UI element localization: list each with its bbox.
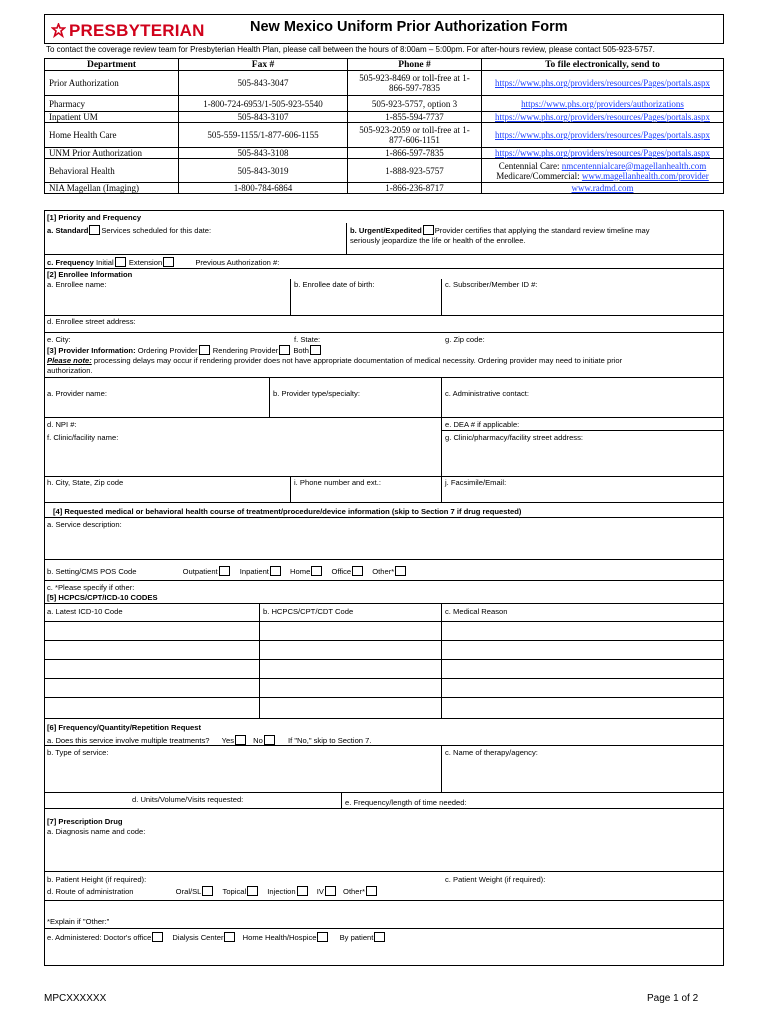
home-checkbox[interactable] xyxy=(311,566,322,576)
table-row xyxy=(45,71,724,96)
setting-label: b. Setting/CMS POS Code xyxy=(47,567,137,576)
initial-label: Initial xyxy=(95,258,114,267)
home-health-label: Home Health/Hospice xyxy=(242,933,317,942)
route-label: d. Route of administration xyxy=(47,887,134,896)
divider xyxy=(44,603,724,604)
enrollee-city-field[interactable]: e. City: xyxy=(47,335,71,344)
diagnosis-field[interactable]: a. Diagnosis name and code: xyxy=(47,827,146,836)
oral-checkbox[interactable] xyxy=(202,886,213,896)
link-label: Centennial Care: xyxy=(498,160,562,171)
code-row-line xyxy=(44,659,724,660)
topical-label: Topical xyxy=(222,887,247,896)
no-checkbox[interactable] xyxy=(264,735,275,745)
other-label: Other* xyxy=(372,567,395,576)
divider xyxy=(346,223,347,255)
divider xyxy=(44,315,724,316)
portal-link[interactable]: www.radmd.com xyxy=(571,183,634,193)
extension-checkbox[interactable] xyxy=(163,257,174,267)
dea-field[interactable]: e. DEA # if applicable: xyxy=(445,420,520,429)
contact-directory-table xyxy=(44,58,724,194)
portal-link[interactable]: https://www.phs.org/providers/resources/Pages/portals.aspx xyxy=(495,78,710,88)
enrollee-dob-field[interactable]: b. Enrollee date of birth: xyxy=(294,280,375,289)
rendering-checkbox[interactable] xyxy=(279,345,290,355)
both-checkbox[interactable] xyxy=(310,345,321,355)
extension-label: Extension xyxy=(128,258,163,267)
column-header: Fax # xyxy=(179,59,348,71)
inpatient-checkbox[interactable] xyxy=(270,566,281,576)
service-type-field[interactable]: b. Type of service: xyxy=(47,748,109,757)
divider xyxy=(441,745,442,792)
yes-label: Yes xyxy=(221,736,235,745)
provider-fax-field[interactable]: j. Facsimile/Email: xyxy=(445,478,507,487)
code-row-line xyxy=(44,697,724,698)
divider xyxy=(441,279,442,315)
multi-question: a. Does this service involve multiple treatments? xyxy=(47,736,210,745)
divider xyxy=(44,792,724,793)
fax-cell: 505-559-1155/1-877-606-1155 xyxy=(179,123,348,148)
divider xyxy=(44,254,724,255)
provider-note-2: authorization. xyxy=(47,366,93,375)
npi-field[interactable]: d. NPI #: xyxy=(47,420,77,429)
column-header: To file electronically, send to xyxy=(482,59,724,71)
divider xyxy=(44,377,724,378)
injection-checkbox[interactable] xyxy=(297,886,308,896)
dept-cell: Home Health Care xyxy=(45,123,179,148)
phone-cell: 1-888-923-5757 xyxy=(348,159,482,183)
portal-link[interactable]: https://www.phs.org/providers/resources/Pages/portals.aspx xyxy=(495,148,710,158)
section-3-heading: [3] Provider Information: xyxy=(47,346,136,355)
frequency-label: c. Frequency xyxy=(47,258,94,267)
dept-cell: Prior Authorization xyxy=(45,71,179,96)
reason-column-label: c. Medical Reason xyxy=(445,607,508,616)
initial-checkbox[interactable] xyxy=(115,257,126,267)
other-checkbox[interactable] xyxy=(395,566,406,576)
explain-other-field[interactable]: *Explain if "Other:" xyxy=(47,917,110,926)
facility-name-field[interactable]: f. Clinic/facility name: xyxy=(47,433,119,442)
doctors-office-checkbox[interactable] xyxy=(152,932,163,942)
divider xyxy=(44,332,724,333)
table-row xyxy=(45,123,724,148)
units-requested-field[interactable]: d. Units/Volume/Visits requested: xyxy=(132,795,244,804)
standard-text: Services scheduled for this date: xyxy=(101,226,212,235)
provider-phone-field[interactable]: i. Phone number and ext.: xyxy=(294,478,381,487)
column-header: Phone # xyxy=(348,59,482,71)
prev-auth-label: Previous Authorization #: xyxy=(195,258,280,267)
hcpcs-column-label: b. HCPCS/CPT/CDT Code xyxy=(263,607,354,616)
presbyterian-logo xyxy=(51,21,205,41)
no-label: No xyxy=(253,736,263,745)
fax-cell: 505-843-3108 xyxy=(179,148,348,159)
presbyterian-cross-logo-icon xyxy=(51,23,66,39)
fax-cell: 1-800-784-6864 xyxy=(179,183,348,194)
portal-link[interactable]: https://www.phs.org/providers/resources/Pages/portals.aspx xyxy=(495,112,710,122)
admin-contact-field[interactable]: c. Administrative contact: xyxy=(445,389,529,398)
ordering-checkbox[interactable] xyxy=(199,345,210,355)
behavioral-link-line xyxy=(486,171,719,181)
dept-cell: UNM Prior Authorization xyxy=(45,148,179,159)
skip-note: If "No," skip to Section 7. xyxy=(287,736,372,745)
divider xyxy=(44,928,724,929)
form-code: MPCXXXXXX xyxy=(44,993,107,1004)
standard-option xyxy=(47,225,211,235)
table-row xyxy=(45,159,724,183)
service-description-field[interactable]: a. Service description: xyxy=(47,520,122,529)
code-row-line xyxy=(44,678,724,679)
divider xyxy=(44,718,724,719)
provider-link[interactable]: www.magellanhealth.com/provider xyxy=(581,170,709,181)
code-row-line xyxy=(44,621,724,622)
section-4-heading: [4] Requested medical or behavioral health course of treatment/procedure/device information (skip to Section 7 if drug requested) xyxy=(53,507,522,516)
urgent-text: Provider certifies that applying the standard review timeline may xyxy=(434,226,650,235)
divider xyxy=(44,871,724,872)
multiple-treatments-row xyxy=(47,735,371,745)
fax-cell: 505-843-3019 xyxy=(179,159,348,183)
provider-info-row xyxy=(47,345,322,355)
frequency-needed-field[interactable]: e. Frequency/length of time needed: xyxy=(345,798,467,807)
phone-cell: 505-923-8469 or toll-free at 1-866-597-7835 xyxy=(348,71,482,96)
divider xyxy=(44,417,724,418)
both-label: Both xyxy=(293,346,309,355)
divider xyxy=(44,517,724,518)
divider xyxy=(44,502,724,503)
divider xyxy=(290,279,291,315)
divider xyxy=(441,476,442,502)
dialysis-checkbox[interactable] xyxy=(224,932,235,942)
section-5-heading: [5] HCPCS/CPT/ICD-10 CODES xyxy=(47,593,158,602)
enrollee-name-field[interactable]: a. Enrollee name: xyxy=(47,280,107,289)
home-label: Home xyxy=(290,567,311,576)
member-id-field[interactable]: c. Subscriber/Member ID #: xyxy=(445,280,538,289)
yes-checkbox[interactable] xyxy=(235,735,246,745)
enrollee-street-field[interactable]: d. Enrollee street address: xyxy=(47,317,136,326)
provider-csz-field[interactable]: h. City, State, Zip code xyxy=(47,478,124,487)
divider xyxy=(441,377,442,417)
divider xyxy=(44,808,724,809)
email-link[interactable]: nmcentennialcare@magellanhealth.com xyxy=(561,160,707,171)
standard-checkbox[interactable] xyxy=(89,225,100,235)
route-row xyxy=(47,886,378,896)
dept-cell: Pharmacy xyxy=(45,96,179,112)
inpatient-label: Inpatient xyxy=(239,567,269,576)
phone-cell: 505-923-5757, option 3 xyxy=(348,96,482,112)
phone-cell: 505-923-2059 or toll-free at 1-877-606-1151 xyxy=(348,123,482,148)
phone-cell: 1-866-597-7835 xyxy=(348,148,482,159)
logo-text: PRESBYTERIAN xyxy=(69,21,205,40)
dept-cell: NIA Magellan (Imaging) xyxy=(45,183,179,194)
icd-column-label: a. Latest ICD-10 Code xyxy=(47,607,123,616)
route-other-label: Other* xyxy=(343,887,365,896)
urgent-option xyxy=(350,225,650,235)
note-label: Please note: xyxy=(47,356,92,365)
table-row xyxy=(45,148,724,159)
provider-note xyxy=(47,356,622,365)
urgent-text-2: seriously jeopardize the life or health of the enrollee. xyxy=(350,236,526,245)
table-row xyxy=(45,183,724,194)
form-sections-frame xyxy=(44,210,724,966)
divider xyxy=(290,476,291,502)
urgent-label: b. Urgent/Expedited xyxy=(350,226,422,235)
ordering-label: Ordering Provider xyxy=(137,346,198,355)
page-number: Page 1 of 2 xyxy=(647,993,699,1004)
column-header: Department xyxy=(45,59,179,71)
standard-label: a. Standard xyxy=(47,226,89,235)
specify-other-field[interactable]: c. *Please specify if other: xyxy=(47,583,135,592)
oral-label: Oral/SL xyxy=(175,887,202,896)
fax-cell: 505-843-3047 xyxy=(179,71,348,96)
dept-cell: Inpatient UM xyxy=(45,112,179,123)
office-label: Office xyxy=(331,567,352,576)
enrollee-state-field[interactable]: f. State: xyxy=(294,335,321,344)
facility-address-field[interactable]: g. Clinic/pharmacy/facility street address: xyxy=(445,433,584,442)
route-other-checkbox[interactable] xyxy=(366,886,377,896)
provider-type-field[interactable]: b. Provider type/specialty: xyxy=(273,389,360,398)
injection-label: Injection xyxy=(267,887,296,896)
contact-note: To contact the coverage review team for Presbyterian Health Plan, please call between the hours of 8:00am – 5:00pm. For after-hours review, please contact 505-923-5757. xyxy=(46,45,655,54)
link-label: Medicare/Commercial: xyxy=(496,170,582,181)
home-health-checkbox[interactable] xyxy=(317,932,328,942)
table-header-row xyxy=(45,59,724,71)
form-header xyxy=(44,14,724,44)
divider xyxy=(269,377,270,417)
outpatient-label: Outpatient xyxy=(182,567,218,576)
by-patient-checkbox[interactable] xyxy=(374,932,385,942)
divider xyxy=(44,268,724,269)
code-row-line xyxy=(44,640,724,641)
section-6-heading: [6] Frequency/Quantity/Repetition Request xyxy=(47,723,202,732)
enrollee-zip-field[interactable]: g. Zip code: xyxy=(445,335,485,344)
phone-cell: 1-855-594-7737 xyxy=(348,112,482,123)
divider xyxy=(44,745,724,746)
frequency-row xyxy=(47,257,279,267)
divider xyxy=(44,476,724,477)
note-text: processing delays may occur if rendering provider does not have appropriate documentation of medical necessity. Ordering provider may need to initiate prior xyxy=(91,356,623,365)
table-row xyxy=(45,96,724,112)
table-row xyxy=(45,112,724,123)
portal-link[interactable]: https://www.phs.org/providers/authorizations xyxy=(521,98,684,109)
fax-cell: 1-800-724-6953/1-505-923-5540 xyxy=(179,96,348,112)
form-title: New Mexico Uniform Prior Authorization Form xyxy=(250,19,568,35)
divider xyxy=(44,900,724,901)
phone-cell: 1-866-236-8717 xyxy=(348,183,482,194)
administered-label: e. Administered: Doctor's office xyxy=(47,933,152,942)
dept-cell: Behavioral Health xyxy=(45,159,179,183)
behavioral-link-line xyxy=(486,161,719,171)
urgent-checkbox[interactable] xyxy=(423,225,434,235)
portal-link[interactable]: https://www.phs.org/providers/resources/Pages/portals.aspx xyxy=(495,130,710,140)
administered-row xyxy=(47,932,386,942)
rendering-label: Rendering Provider xyxy=(212,346,279,355)
divider xyxy=(341,792,342,808)
outpatient-checkbox[interactable] xyxy=(219,566,230,576)
fax-cell: 505-843-3107 xyxy=(179,112,348,123)
form-page xyxy=(44,14,724,1014)
provider-name-field[interactable]: a. Provider name: xyxy=(47,389,107,398)
therapy-agency-field[interactable]: c. Name of therapy/agency: xyxy=(445,748,538,757)
patient-weight-field[interactable]: c. Patient Weight (if required): xyxy=(445,875,546,884)
divider xyxy=(441,430,724,431)
setting-row xyxy=(47,566,407,576)
section-2-heading: [2] Enrollee Information xyxy=(47,270,133,279)
by-patient-label: By patient xyxy=(339,933,374,942)
patient-height-field[interactable]: b. Patient Height (if required): xyxy=(47,875,147,884)
dialysis-label: Dialysis Center xyxy=(172,933,224,942)
divider xyxy=(44,580,724,581)
divider xyxy=(441,417,442,476)
section-1-heading: [1] Priority and Frequency xyxy=(47,213,142,222)
iv-label: IV xyxy=(316,887,324,896)
topical-checkbox[interactable] xyxy=(247,886,258,896)
office-checkbox[interactable] xyxy=(352,566,363,576)
divider xyxy=(44,559,724,560)
iv-checkbox[interactable] xyxy=(325,886,336,896)
section-7-heading: [7] Prescription Drug xyxy=(47,817,123,826)
